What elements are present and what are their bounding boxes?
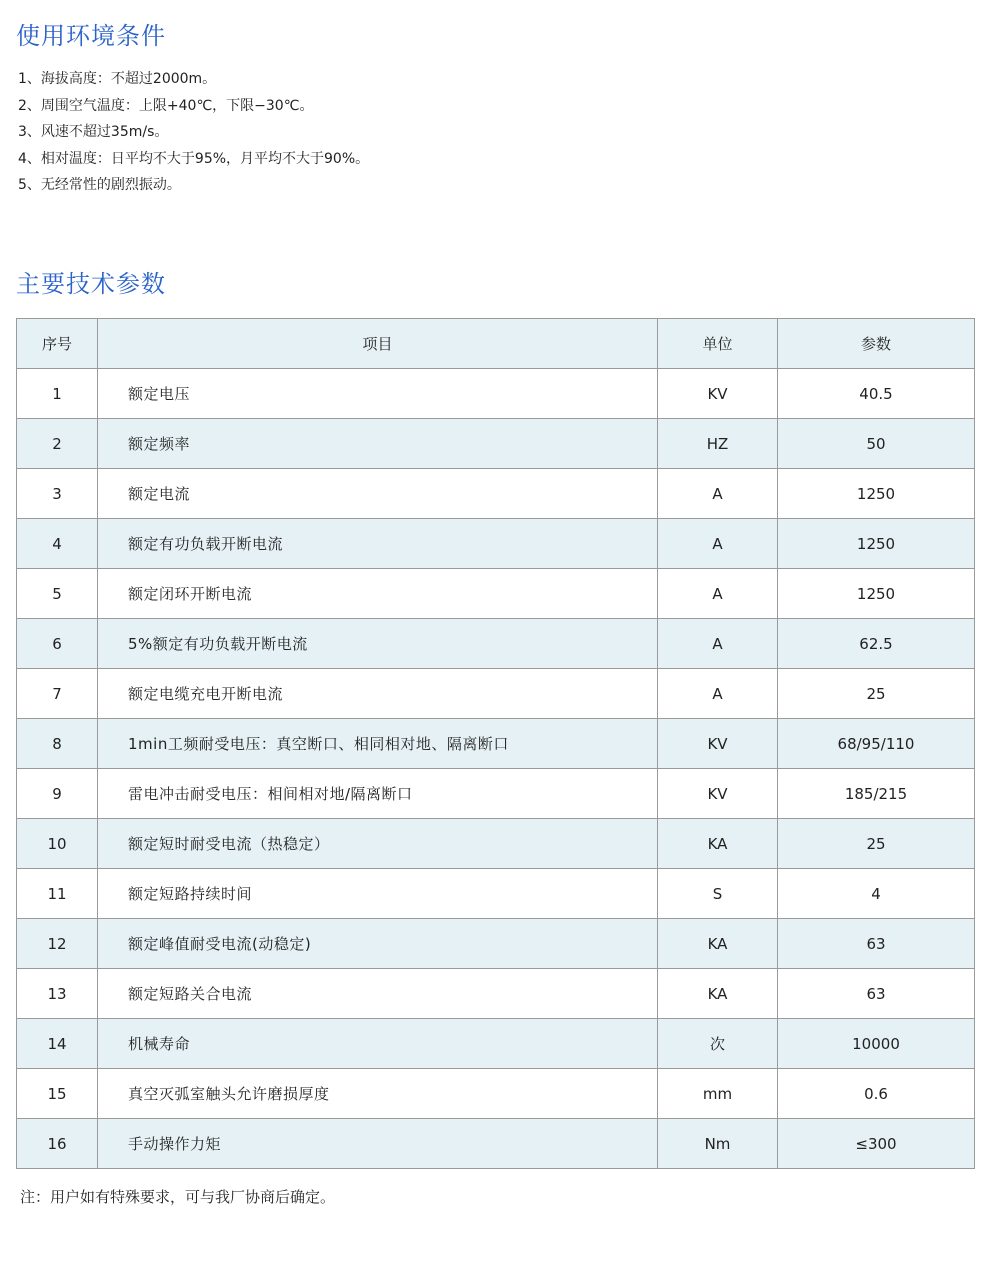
row-value: 63 (778, 969, 975, 1019)
footnote: 注：用户如有特殊要求，可与我厂协商后确定。 (20, 1188, 336, 1206)
table-row (17, 819, 975, 869)
row-unit: A (658, 619, 778, 669)
row-no: 12 (17, 919, 98, 969)
table-row (17, 369, 975, 419)
row-unit: mm (658, 1069, 778, 1119)
row-item: 额定短时耐受电流（热稳定） (98, 819, 658, 869)
row-no: 8 (17, 719, 98, 769)
row-no: 4 (17, 519, 98, 569)
row-value: 68/95/110 (778, 719, 975, 769)
header-unit: 单位 (658, 319, 778, 369)
row-unit: A (658, 569, 778, 619)
row-no: 6 (17, 619, 98, 669)
condition-item: 5、无经常性的剧烈振动。 (18, 177, 181, 194)
table-row (17, 1069, 975, 1119)
row-item: 额定峰值耐受电流(动稳定) (98, 919, 658, 969)
header-value: 参数 (778, 319, 975, 369)
row-no: 1 (17, 369, 98, 419)
specs-table (16, 318, 975, 1169)
row-value: 0.6 (778, 1069, 975, 1119)
table-row (17, 719, 975, 769)
row-unit: A (658, 469, 778, 519)
row-no: 16 (17, 1119, 98, 1169)
row-unit: KA (658, 919, 778, 969)
condition-item: 1、海拔高度：不超过2000m。 (18, 71, 217, 87)
table-row (17, 969, 975, 1019)
row-value: 185/215 (778, 769, 975, 819)
row-value: ≤300 (778, 1119, 975, 1169)
row-item: 额定频率 (98, 419, 658, 469)
row-unit: 次 (658, 1019, 778, 1069)
row-value: 63 (778, 919, 975, 969)
row-no: 7 (17, 669, 98, 719)
row-value: 1250 (778, 569, 975, 619)
row-item: 手动操作力矩 (98, 1119, 658, 1169)
row-value: 1250 (778, 519, 975, 569)
condition-item: 4、相对温度：日平均不大于95%，月平均不大于90%。 (18, 150, 370, 167)
row-value: 10000 (778, 1019, 975, 1069)
row-no: 11 (17, 869, 98, 919)
row-no: 10 (17, 819, 98, 869)
row-item: 机械寿命 (98, 1019, 658, 1069)
table-row (17, 1019, 975, 1069)
table-row (17, 469, 975, 519)
table-row (17, 519, 975, 569)
table-row (17, 919, 975, 969)
table-row (17, 669, 975, 719)
header-item: 项目 (98, 319, 658, 369)
row-item: 额定闭环开断电流 (98, 569, 658, 619)
row-no: 13 (17, 969, 98, 1019)
header-no: 序号 (17, 319, 98, 369)
row-no: 2 (17, 419, 98, 469)
row-value: 4 (778, 869, 975, 919)
row-no: 9 (17, 769, 98, 819)
specs-title: 主要技术参数 (16, 270, 166, 298)
row-unit: S (658, 869, 778, 919)
row-value: 50 (778, 419, 975, 469)
table-row (17, 569, 975, 619)
table-row (17, 419, 975, 469)
table-row (17, 1119, 975, 1169)
condition-item: 2、周围空气温度：上限+40℃，下限−30℃。 (18, 97, 314, 114)
table-header-row (17, 319, 975, 369)
row-no: 15 (17, 1069, 98, 1119)
row-item: 额定电压 (98, 369, 658, 419)
row-item: 额定电缆充电开断电流 (98, 669, 658, 719)
row-item: 额定短路关合电流 (98, 969, 658, 1019)
row-item: 真空灭弧室触头允许磨损厚度 (98, 1069, 658, 1119)
row-no: 5 (17, 569, 98, 619)
row-unit: KA (658, 819, 778, 869)
row-unit: A (658, 669, 778, 719)
row-unit: KV (658, 719, 778, 769)
row-item: 额定有功负载开断电流 (98, 519, 658, 569)
row-no: 14 (17, 1019, 98, 1069)
row-item: 5%额定有功负载开断电流 (98, 619, 658, 669)
row-unit: KA (658, 969, 778, 1019)
environment-conditions-list (18, 66, 369, 199)
row-value: 1250 (778, 469, 975, 519)
row-item: 1min工频耐受电压：真空断口、相同相对地、隔离断口 (98, 719, 658, 769)
row-no: 3 (17, 469, 98, 519)
condition-item: 3、风速不超过35m/s。 (18, 124, 169, 141)
environment-title: 使用环境条件 (16, 22, 166, 50)
row-unit: A (658, 519, 778, 569)
row-value: 40.5 (778, 369, 975, 419)
row-item: 额定电流 (98, 469, 658, 519)
row-value: 62.5 (778, 619, 975, 669)
table-row (17, 869, 975, 919)
row-unit: KV (658, 769, 778, 819)
row-value: 25 (778, 819, 975, 869)
row-item: 额定短路持续时间 (98, 869, 658, 919)
row-unit: HZ (658, 419, 778, 469)
row-value: 25 (778, 669, 975, 719)
table-row (17, 769, 975, 819)
row-unit: Nm (658, 1119, 778, 1169)
row-item: 雷电冲击耐受电压：相间相对地/隔离断口 (98, 769, 658, 819)
row-unit: KV (658, 369, 778, 419)
table-row (17, 619, 975, 669)
